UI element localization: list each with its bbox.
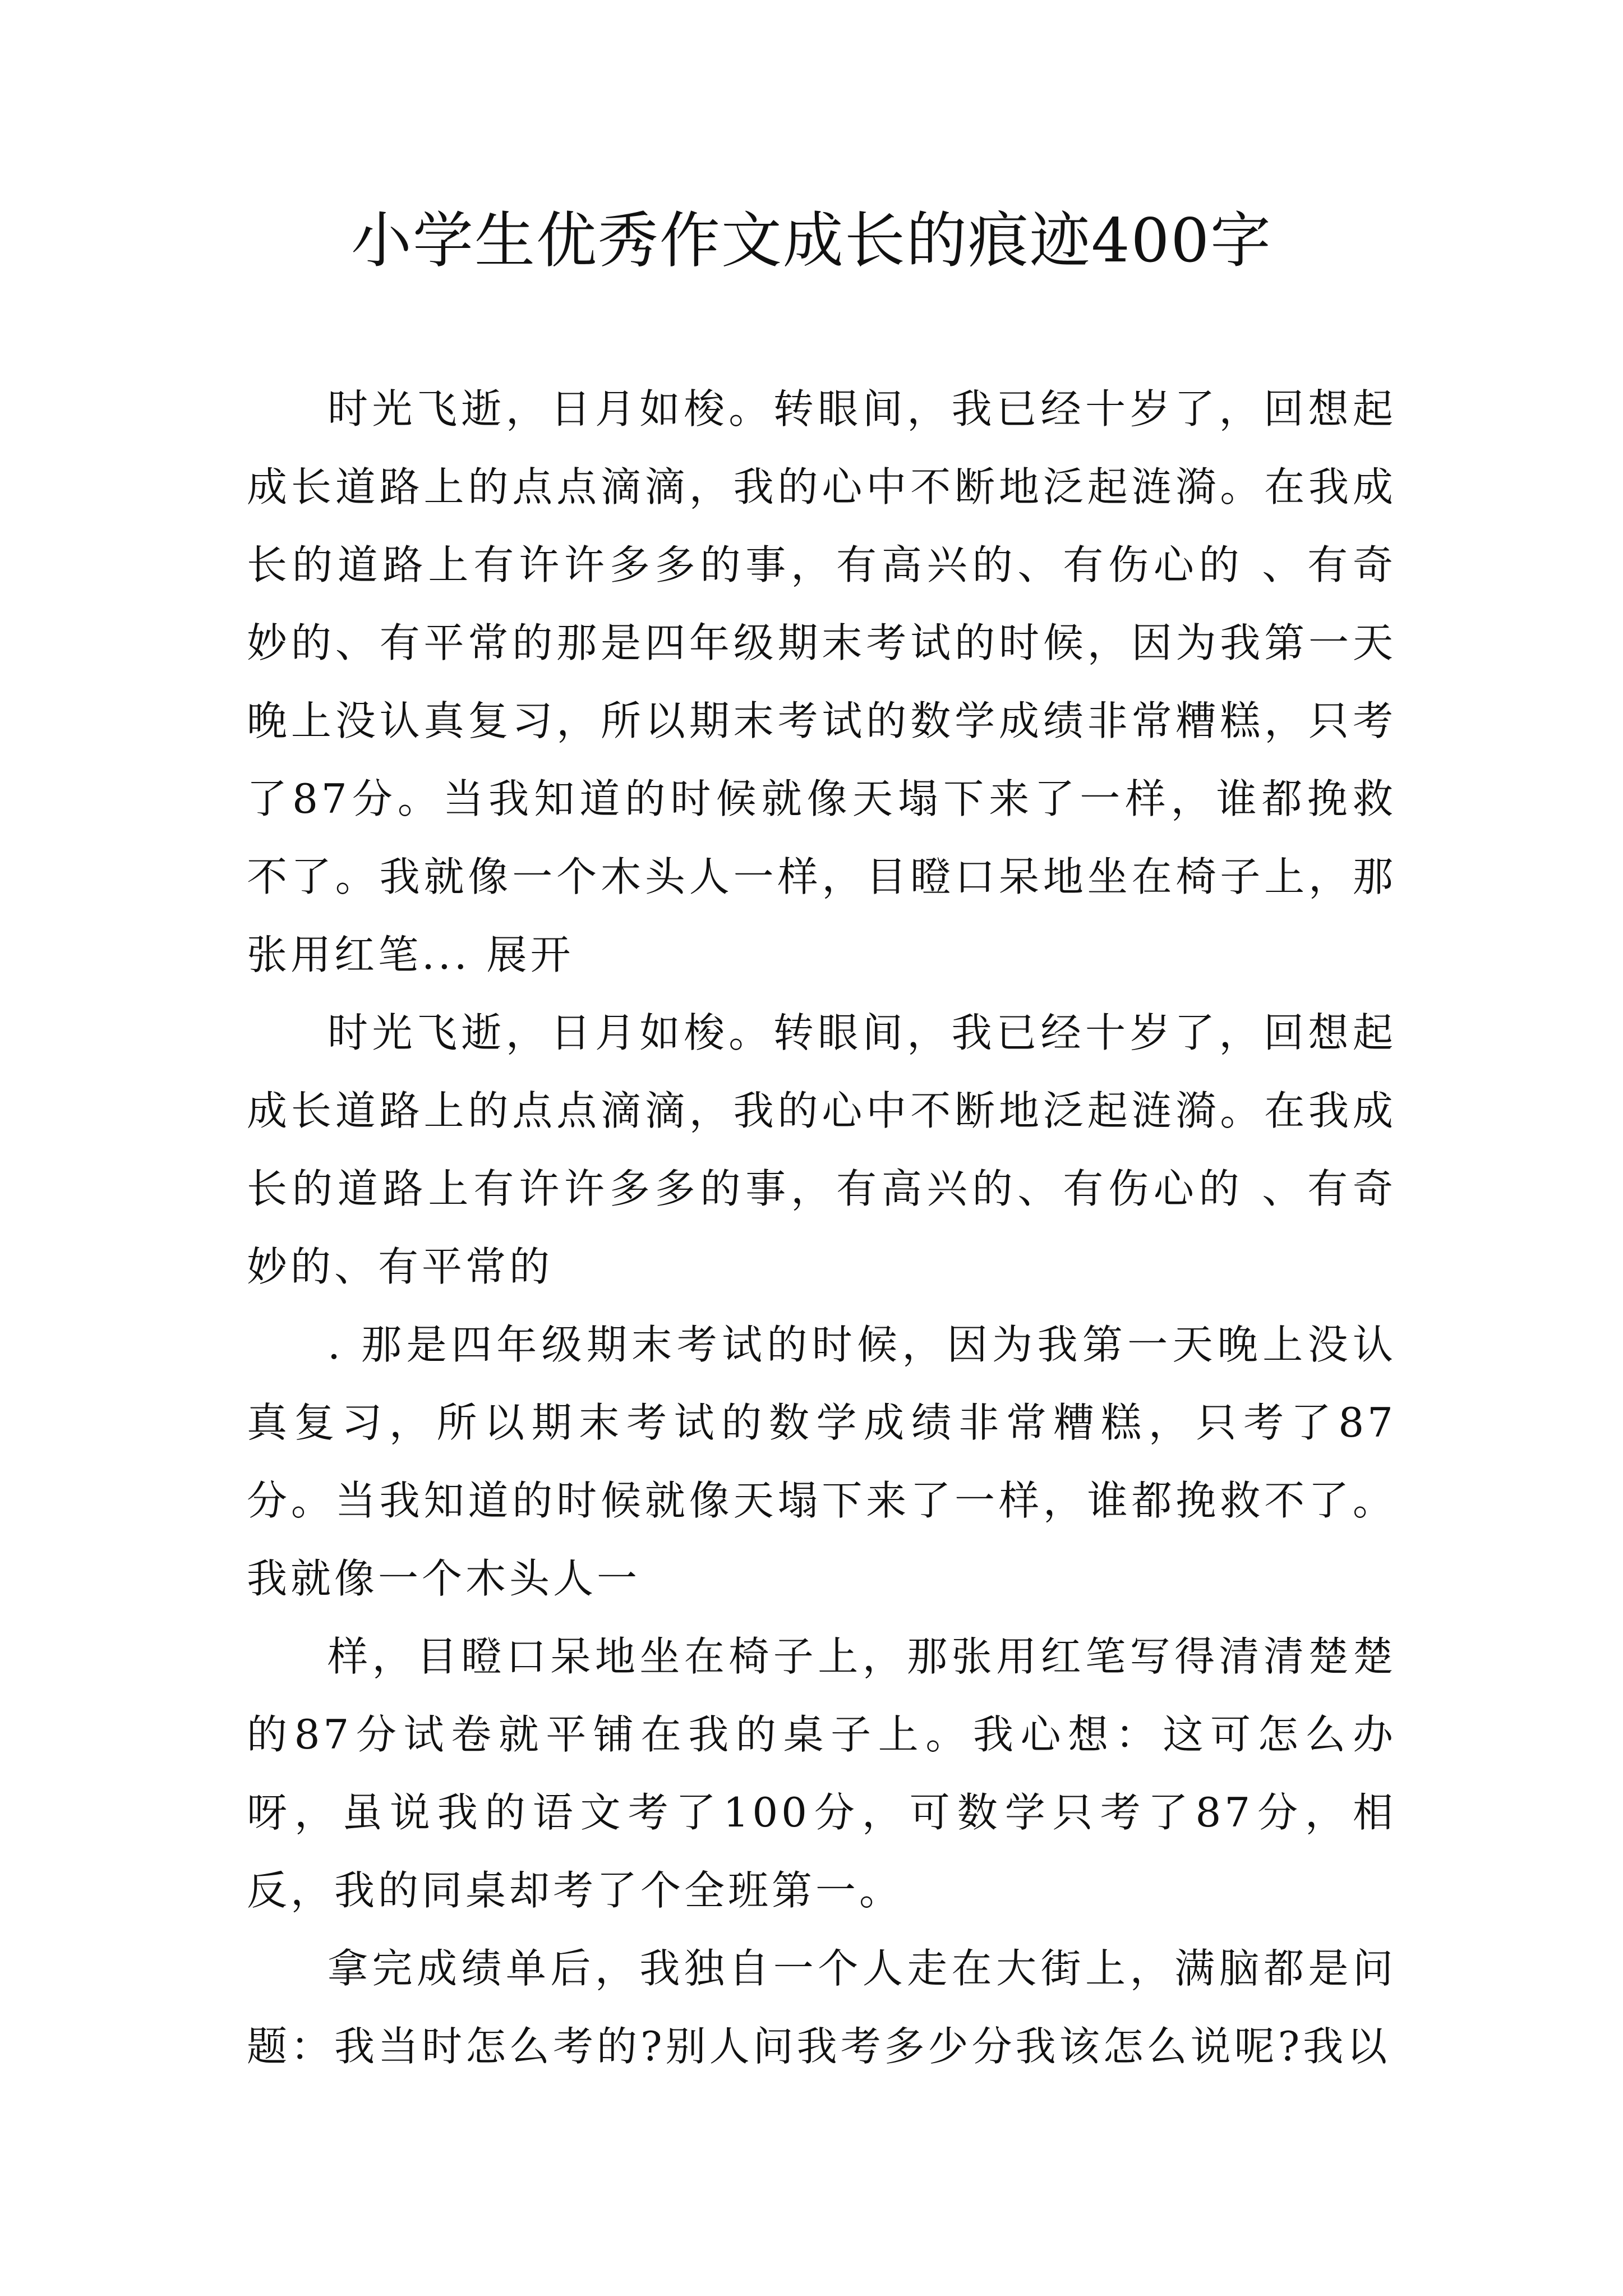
document-title: 小学生优秀作文成长的痕迹400字 xyxy=(351,206,1272,276)
paragraph: 样，目瞪口呆地坐在椅子上，那张用红笔写得清清楚楚的87分试卷就平铺在我的桌子上。我心想：这可怎么办呀，虽说我的语文考了100分，可数学只考了87分，相反，我的同桌却考了个全班第一。 xyxy=(247,1633,1396,1914)
paragraph: 时光飞逝，日月如梭。转眼间，我已经十岁了，回想起成长道路上的点点滴滴，我的心中不断地泛起涟漪。在我成长的道路上有许许多多的事，有高兴的、有伤心的 、有奇妙的、有平常的那是四年级期末考试的时候，因为我第一天晚上没认真复习，所以期末考试的数学成绩非常糟糕，只考了87分。当我知道的时候就像天塌下来了一样，谁都挽救不了。我就像一个木头人一样，目瞪口呆地坐在椅子上，那张用红笔... 展开 xyxy=(247,385,1396,978)
paragraph: 时光飞逝，日月如梭。转眼间，我已经十岁了，回想起成长道路上的点点滴滴，我的心中不断地泛起涟漪。在我成长的道路上有许许多多的事，有高兴的、有伤心的 、有奇妙的、有平常的 xyxy=(247,1009,1396,1290)
document-body xyxy=(247,370,1396,2086)
paragraph: 拿完成绩单后，我独自一个人走在大街上，满脑都是问题：我当时怎么考的?别人问我考多少分我该怎么说呢?我以 xyxy=(247,1945,1396,2070)
paragraph: . 那是四年级期末考试的时候，因为我第一天晚上没认真复习，所以期末考试的数学成绩非常糟糕，只考了87分。当我知道的时候就像天塌下来了一样，谁都挽救不了。我就像一个木头人一 xyxy=(247,1321,1396,1602)
